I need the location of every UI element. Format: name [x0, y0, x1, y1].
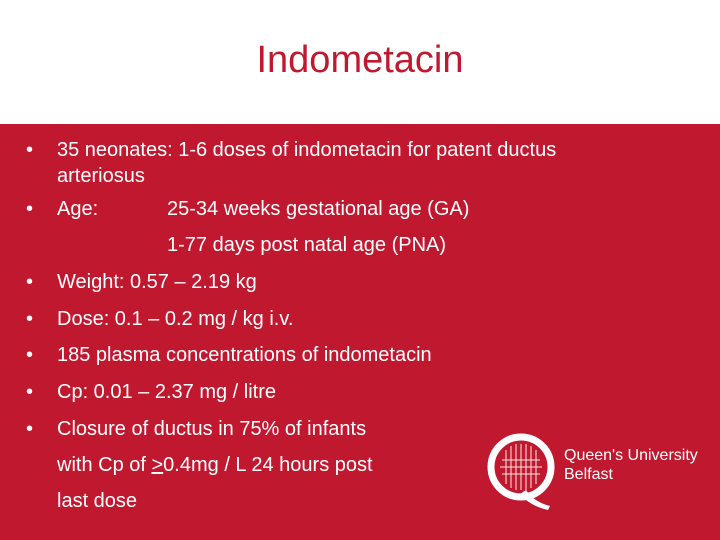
slide-title: Indometacin — [256, 39, 464, 81]
bullet-text: last dose — [57, 490, 138, 512]
university-logo — [486, 432, 696, 512]
bullet-text-with-threshold — [57, 453, 373, 477]
bullet-text: Cp: 0.01 – 2.37 mg / litre — [57, 381, 277, 403]
bullet-text: 25-34 weeks gestational age (GA) — [167, 198, 470, 220]
bullet-icon: • — [26, 344, 34, 366]
bullet-icon: • — [26, 308, 34, 330]
bullet-text: arteriosus — [57, 165, 145, 187]
bullet-text-part: 0.4mg / L 24 hours post — [163, 454, 373, 476]
logo-line-1: Queen's University — [564, 447, 698, 464]
bullet-icon: • — [26, 139, 34, 161]
title-band — [0, 0, 720, 124]
bullet-text: 1-77 days post natal age (PNA) — [167, 234, 447, 256]
logo-line-2: Belfast — [564, 466, 613, 483]
qub-crest-icon — [486, 432, 556, 512]
bullet-label: Age: — [57, 198, 99, 220]
geq-symbol: > — [151, 454, 164, 476]
bullet-text: 185 plasma concentrations of indometacin — [57, 344, 432, 366]
bullet-icon: • — [26, 271, 34, 293]
bullet-text: Weight: 0.57 – 2.19 kg — [57, 271, 257, 293]
bullet-icon: • — [26, 198, 34, 220]
bullet-icon: • — [26, 381, 34, 403]
logo-text — [564, 446, 698, 484]
bullet-text-part: with Cp of — [57, 454, 152, 476]
bullet-text: Dose: 0.1 – 0.2 mg / kg i.v. — [57, 308, 294, 330]
bullet-text: Closure of ductus in 75% of infants — [57, 418, 367, 440]
bullet-text: 35 neonates: 1-6 doses of indometacin for patent ductus — [57, 139, 557, 161]
bullet-icon: • — [26, 418, 34, 440]
